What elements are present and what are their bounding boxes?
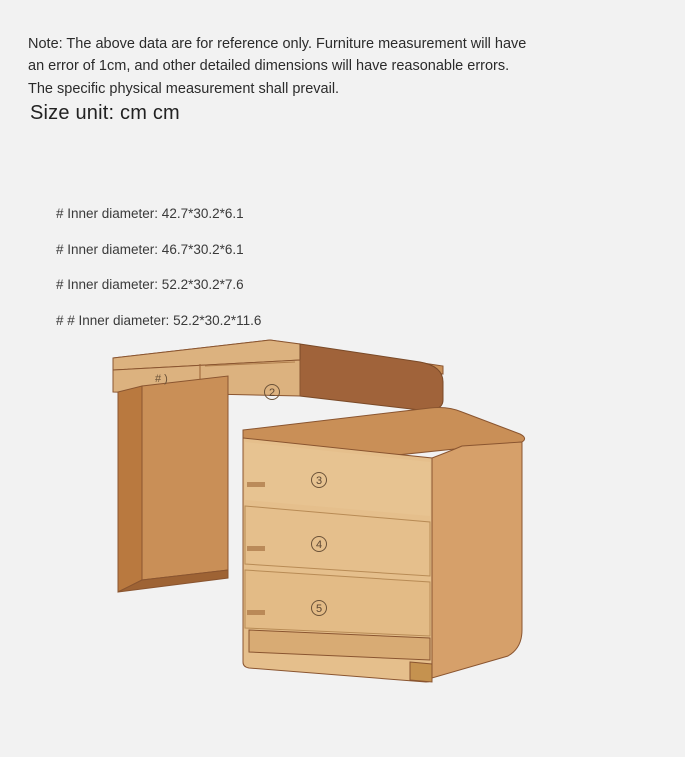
- marker-label-2: 2: [268, 387, 276, 399]
- chest-right-side: [432, 442, 522, 678]
- spec-item: # Inner diameter: 52.2*30.2*7.6: [56, 277, 244, 293]
- drawer-handle-notch: [247, 546, 265, 551]
- callout-hash-paren: # ): [155, 373, 168, 385]
- spec-item: # # Inner diameter: 52.2*30.2*11.6: [56, 312, 262, 328]
- desk-left-leg-outer: [118, 386, 142, 592]
- furniture-illustration: [0, 330, 685, 730]
- marker-label-3: 3: [315, 475, 323, 487]
- drawer-handle-notch: [247, 610, 265, 615]
- marker-label-4: 4: [315, 539, 323, 551]
- desk-right-block: [300, 344, 443, 410]
- desk-left-leg-inner: [142, 376, 228, 580]
- marker-label-5: 5: [315, 603, 323, 615]
- spec-item: # Inner diameter: 46.7*30.2*6.1: [56, 241, 244, 257]
- spec-list: [56, 205, 476, 329]
- size-unit-label: Size unit: cm cm: [30, 102, 180, 124]
- drawer-handle-notch: [247, 482, 265, 487]
- chest-drawer-5: [245, 570, 430, 636]
- reference-note: Note: The above data are for reference only. Furniture measurement will have an error of 1cm, and other detailed dimensions will have reasonable errors. The specific physical measurement shall prevail.: [28, 36, 527, 97]
- spec-item: # Inner diameter: 42.7*30.2*6.1: [56, 206, 244, 221]
- chest-foot: [410, 662, 432, 682]
